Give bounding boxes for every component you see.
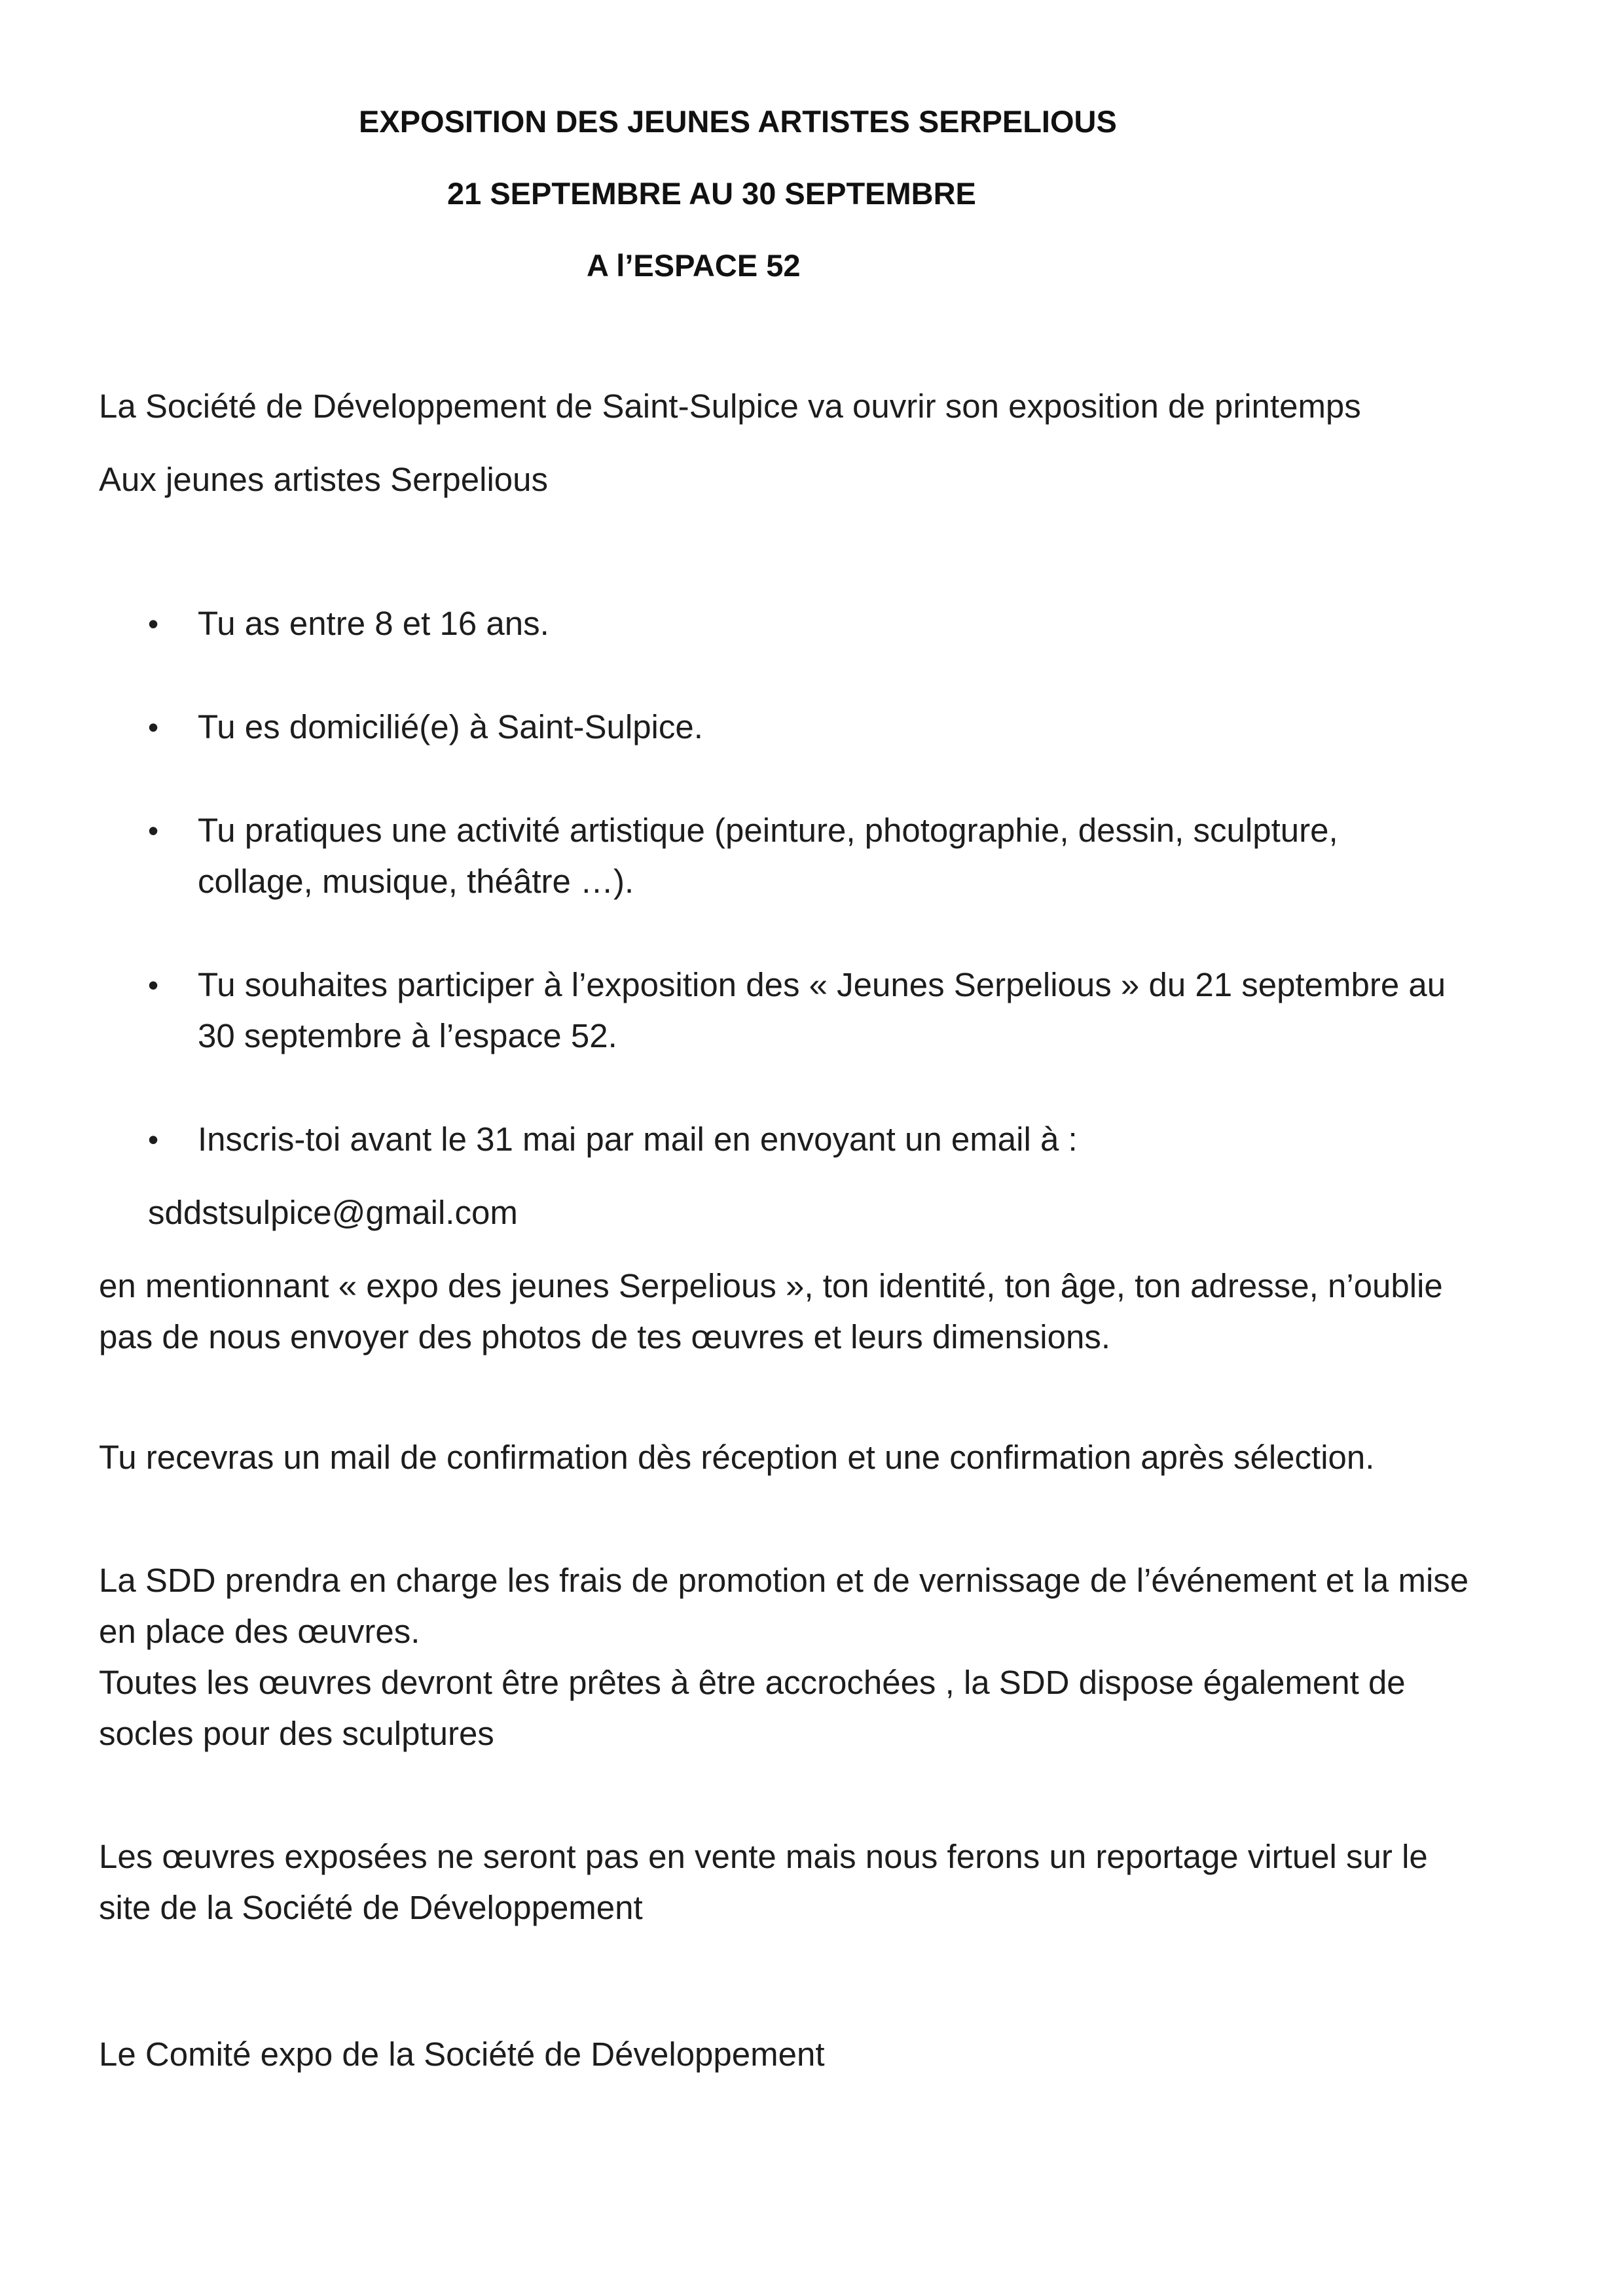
bullet-item-participer-line-1: Tu souhaites participer à l’exposition des « Jeunes Serpelious » du 21 septembre au <box>198 966 1446 1003</box>
bullet-item-age: Tu as entre 8 et 16 ans. <box>198 605 549 642</box>
bullet-dot: • <box>148 710 159 744</box>
sdd-line-4: socles pour des sculptures <box>99 1715 494 1752</box>
bullet-dot: • <box>148 1122 159 1157</box>
signature: Le Comité expo de la Société de Développement <box>99 2036 825 2073</box>
bullet-dot: • <box>148 814 159 848</box>
confirmation-text: Tu recevras un mail de confirmation dès réception et une confirmation après sélection. <box>99 1439 1375 1476</box>
intro-line-1: La Société de Développement de Saint-Sulpice va ouvrir son exposition de printemps <box>99 387 1361 425</box>
mention-line-1: en mentionnant « expo des jeunes Serpelious », ton identité, ton âge, ton adresse, n’oublie <box>99 1267 1443 1304</box>
bullet-item-inscription: Inscris-toi avant le 31 mai par mail en envoyant un email à : <box>198 1121 1078 1158</box>
vente-line-1: Les œuvres exposées ne seront pas en vente mais nous ferons un reportage virtuel sur le <box>99 1838 1428 1875</box>
sdd-line-3: Toutes les œuvres devront être prêtes à être accrochées , la SDD dispose également de <box>99 1664 1406 1701</box>
bullet-item-activite-line-2: collage, musique, théâtre …). <box>198 863 634 900</box>
title-line-2: 21 SEPTEMBRE AU 30 SEPTEMBRE <box>447 176 976 211</box>
title-line-3: A l’ESPACE 52 <box>587 248 801 283</box>
title-line-1: EXPOSITION DES JEUNES ARTISTES SERPELIOUS <box>359 104 1117 139</box>
sdd-line-2: en place des œuvres. <box>99 1613 420 1650</box>
mention-line-2: pas de nous envoyer des photos de tes œuvres et leurs dimensions. <box>99 1318 1111 1355</box>
bullet-dot: • <box>148 607 159 641</box>
vente-line-2: site de la Société de Développement <box>99 1889 643 1926</box>
bullet-item-activite-line-1: Tu pratiques une activité artistique (peinture, photographie, dessin, sculpture, <box>198 812 1338 849</box>
sdd-line-1: La SDD prendra en charge les frais de promotion et de vernissage de l’événement et la mise <box>99 1562 1469 1599</box>
bullet-dot: • <box>148 968 159 1002</box>
bullet-item-participer-line-2: 30 septembre à l’espace 52. <box>198 1017 617 1054</box>
intro-line-2: Aux jeunes artistes Serpelious <box>99 461 549 498</box>
email-address[interactable]: sddstsulpice@gmail.com <box>148 1194 518 1231</box>
bullet-item-domicile: Tu es domicilié(e) à Saint-Sulpice. <box>198 708 703 745</box>
